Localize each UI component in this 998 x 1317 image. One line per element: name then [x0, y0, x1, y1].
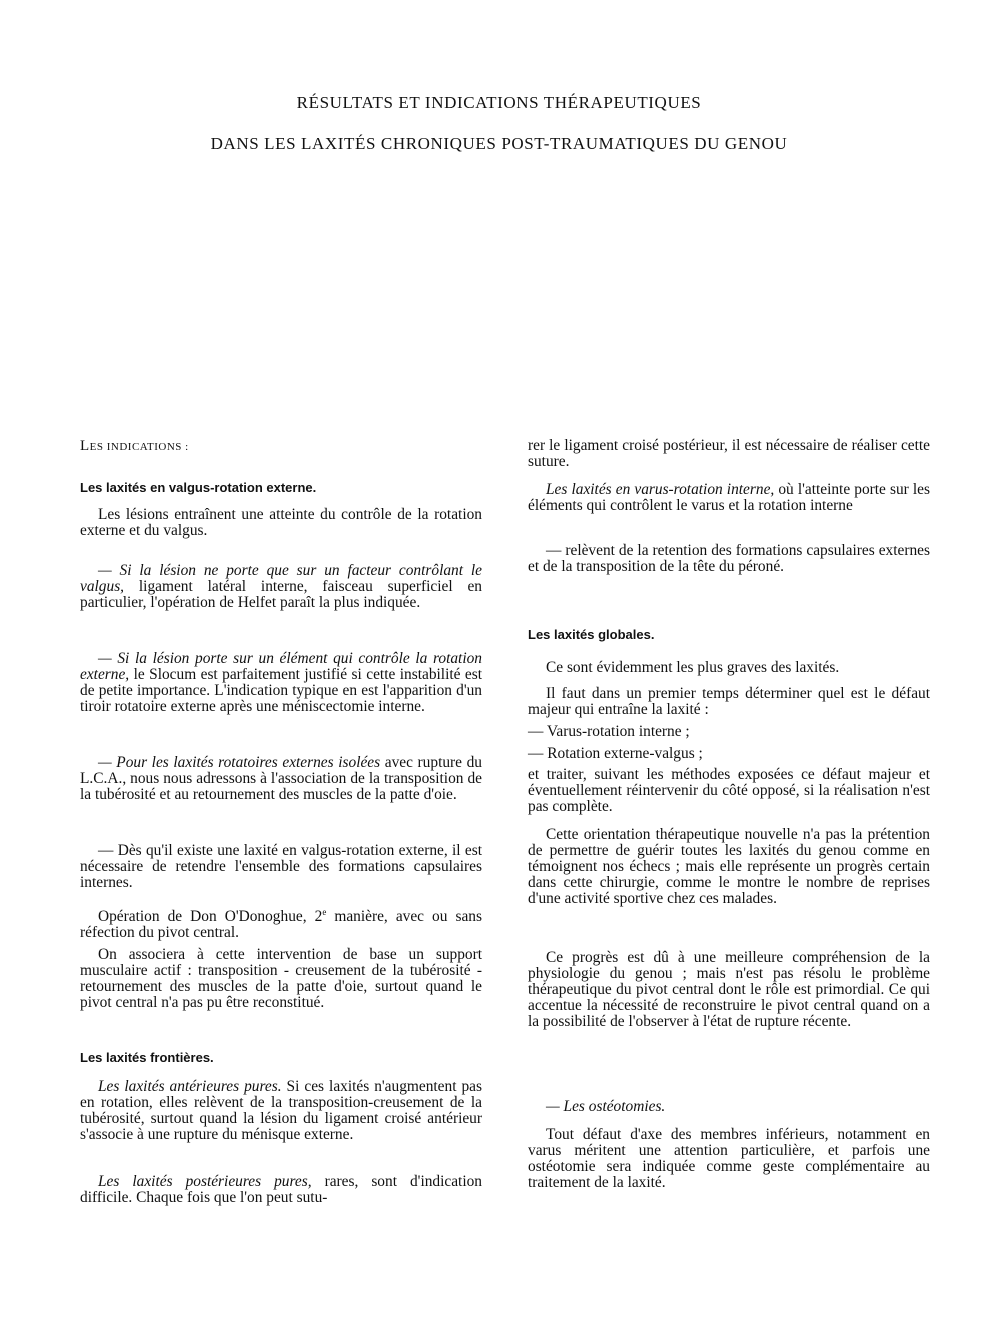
paragraph	[80, 563, 482, 611]
paragraph-text: manière, avec ou sans réfection du pivot central.	[80, 908, 482, 942]
paragraph	[528, 482, 930, 514]
paragraph-text: — relèvent de la retention des formations capsulaires externes et de la transposition de la tête du péroné.	[528, 542, 930, 575]
subheading-valgus-rotation: Les laxités en valgus-rotation externe.	[80, 480, 317, 495]
paragraph-italic: Les laxités antérieures pures.	[98, 1078, 282, 1095]
section-heading-rest: ES INDICATIONS :	[89, 441, 189, 453]
paragraph	[528, 767, 930, 815]
paragraph	[80, 843, 482, 891]
paragraph	[528, 827, 930, 907]
paragraph-text: rares, sont d'indication difficile. Chaque fois que l'on peut sutu-	[80, 1173, 482, 1206]
list-item	[528, 724, 930, 740]
paragraph-italic: — Si la lésion ne porte que sur un facteur contrôlant le valgus,	[80, 562, 482, 595]
paragraph-text: avec rupture du L.C.A., nous nous adressons à l'association de la transposition de la tubérosité et au retournement des muscles de la patte d'oie.	[80, 754, 482, 803]
paragraph	[80, 755, 482, 803]
paragraph	[80, 904, 482, 941]
paragraph-italic: — Les ostéotomies.	[546, 1098, 666, 1115]
page-title-line-1: RÉSULTATS ET INDICATIONS THÉRAPEUTIQUES	[296, 93, 702, 112]
section-heading-indications	[80, 438, 482, 455]
paragraph-italic: Les laxités en varus-rotation interne,	[546, 481, 775, 498]
paragraph-text: rer le ligament croisé postérieur, il est nécessaire de réaliser cette suture.	[528, 437, 930, 470]
paragraph-text: Les lésions entraînent une atteinte du contrôle de la rotation externe et du valgus.	[80, 506, 482, 539]
paragraph	[80, 947, 482, 1011]
paragraph-italic: — Si la lésion porte sur un élément qui contrôle la rotation externe,	[80, 650, 482, 683]
paragraph	[528, 543, 930, 575]
paragraph	[528, 1127, 930, 1191]
list-item-text: — Rotation externe-valgus ;	[528, 745, 703, 762]
paragraph-text: où l'atteinte porte sur les éléments qui contrôlent le varus et la rotation interne	[528, 481, 930, 514]
paragraph-text: Il faut dans un premier temps déterminer quel est le défaut majeur qui entraîne la laxité :	[528, 685, 930, 718]
paragraph	[528, 660, 930, 676]
paragraph-text: Cette orientation thérapeutique nouvelle n'a pas la prétention de permettre de guérir toutes les laxités du genou comme en témoignent nos échecs ; mais elle représente un progrès certain dans cette chirurgie, comme le montre le nombre de reprises d'une activité sportive chez ces malades.	[528, 826, 930, 907]
paragraph	[80, 1079, 482, 1143]
list-item	[528, 746, 930, 762]
paragraph	[80, 1174, 482, 1206]
paragraph-text: le Slocum est parfaitement justifié si cette instabilité est de petite importance. L'indication typique en est l'apparition d'un tiroir rotatoire externe après une méniscectomie interne.	[80, 666, 482, 715]
paragraph-text: Si ces laxités n'augmentent pas en rotation, elles relèvent de la transposition-creusement de la tubérosité, surtout quand la lésion du ligament croisé antérieur s'associe à une rupture du ménisque externe.	[80, 1078, 482, 1143]
paragraph	[528, 686, 930, 718]
paragraph-text: On associera à cette intervention de base un support musculaire actif : transposition - creusement de la tubérosité - retournement des muscles de la patte d'oie, surtout quand le pivot central n'a pas pu être reconstitué.	[80, 946, 482, 1011]
paragraph-text: ligament latéral interne, faisceau superficiel en particulier, l'opération de Helfet paraît la plus indiquée.	[80, 578, 482, 611]
paragraph	[80, 651, 482, 715]
paragraph-text: et traiter, suivant les méthodes exposées ce défaut majeur et éventuellement réintervenir du côté opposé, si la réalisation n'est pas complète.	[528, 766, 930, 815]
list-item-text: — Varus-rotation interne ;	[528, 723, 690, 740]
superscript: e	[322, 907, 327, 917]
paragraph	[528, 950, 930, 1030]
paragraph-text: — Dès qu'il existe une laxité en valgus-rotation externe, il est nécessaire de retendre l'ensemble des formations capsulaires internes.	[80, 842, 482, 891]
paragraph-italic: Les laxités postérieures pures,	[98, 1173, 312, 1190]
subheading-frontieres: Les laxités frontières.	[80, 1050, 214, 1065]
paragraph-text: Ce sont évidemment les plus graves des laxités.	[546, 659, 840, 676]
paragraph-text: Ce progrès est dû à une meilleure compréhension de la physiologie du genou ; mais n'est pas résolu le problème thérapeutique du pivot central dont le rôle est primordial. Ce qui accentue la nécessité de reconstruire le pivot central quand on a la possibilité de l'observer à l'état de rupture récente.	[528, 949, 930, 1030]
paragraph-italic: — Pour les laxités rotatoires externes isolées	[98, 754, 381, 771]
paragraph	[528, 438, 930, 470]
subheading-globales: Les laxités globales.	[528, 627, 655, 642]
paragraph-text: Tout défaut d'axe des membres inférieurs, notamment en varus méritent une attention particulière, et parfois une ostéotomie sera indiquée comme geste complémentaire au traitement de la laxité.	[528, 1126, 930, 1191]
page-title-line-2: DANS LES LAXITÉS CHRONIQUES POST-TRAUMATIQUES DU GENOU	[210, 134, 788, 153]
paragraph	[528, 1099, 930, 1115]
paragraph-text: Opération de Don O'Donoghue, 2	[98, 908, 323, 926]
paragraph	[80, 507, 482, 539]
section-heading-initial: L	[80, 438, 90, 454]
